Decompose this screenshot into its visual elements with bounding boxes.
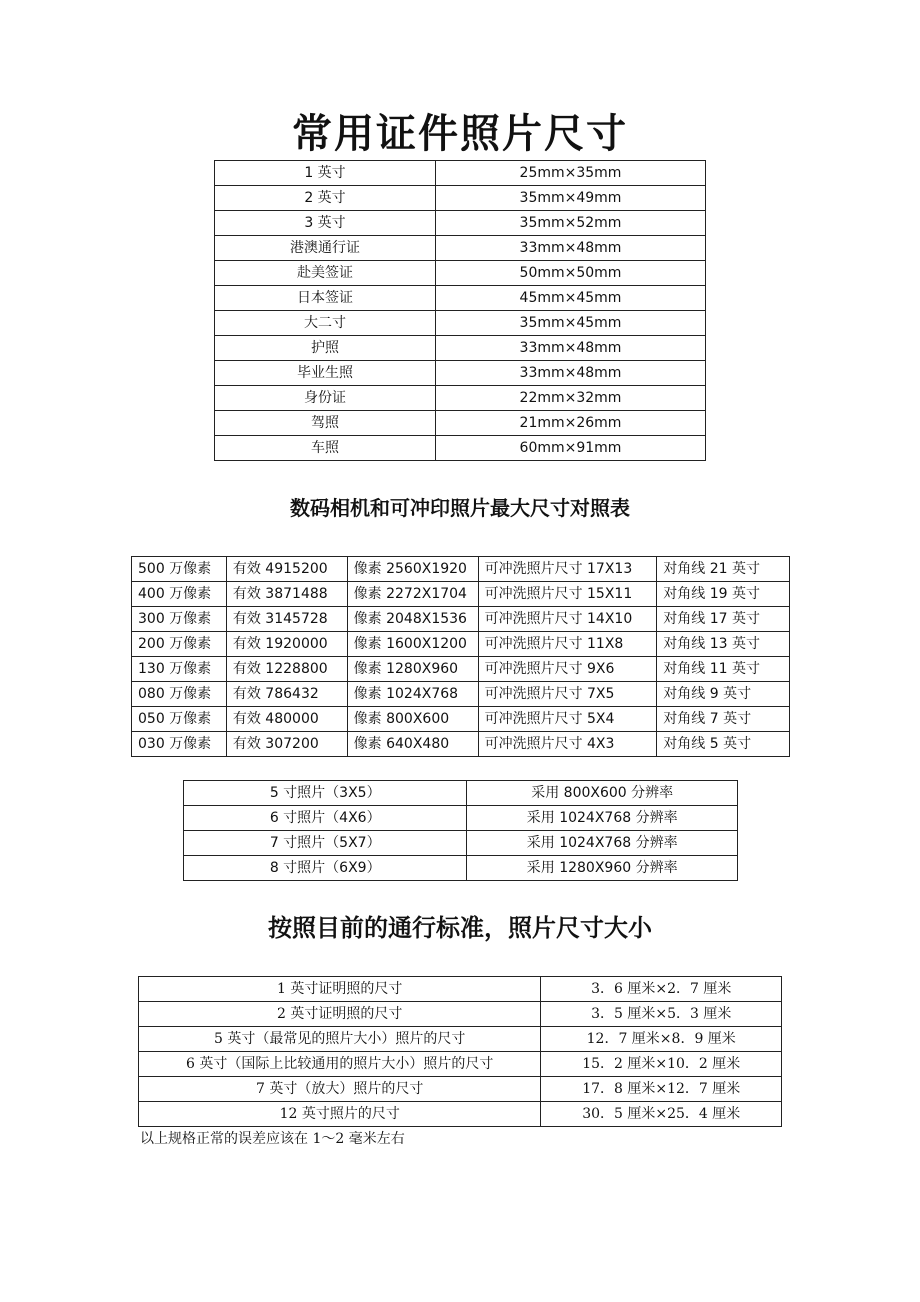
photo-dimension-cell: 15．2 厘米×10．2 厘米 — [541, 1052, 782, 1077]
table-row — [215, 261, 706, 286]
megapixel-cell: 400 万像素 — [132, 582, 227, 607]
table-row — [132, 657, 790, 682]
megapixel-cell: 300 万像素 — [132, 607, 227, 632]
photo-spec-cell: 5 英寸（最常见的照片大小）照片的尺寸 — [139, 1027, 541, 1052]
resolution-cell: 采用 1280X960 分辨率 — [467, 856, 738, 881]
standard-table-title: 按照目前的通行标准，照片尺寸大小 — [268, 913, 652, 942]
photo-type-cell: 大二寸 — [215, 311, 436, 336]
table-row — [139, 1002, 782, 1027]
print-size-cell: 可冲洗照片尺寸 11X8 — [478, 632, 657, 657]
table-row — [132, 732, 790, 757]
id-photo-table — [214, 160, 706, 461]
print-size-cell: 7 寸照片（5X7） — [184, 831, 467, 856]
table-row — [132, 682, 790, 707]
photo-size-cell: 50mm×50mm — [436, 261, 706, 286]
diagonal-cell: 对角线 21 英寸 — [657, 557, 790, 582]
diagonal-cell: 对角线 11 英寸 — [657, 657, 790, 682]
photo-type-cell: 3 英寸 — [215, 211, 436, 236]
effective-pixels-cell: 有效 3145728 — [226, 607, 347, 632]
megapixel-cell: 500 万像素 — [132, 557, 227, 582]
table-row — [215, 236, 706, 261]
table-row — [215, 436, 706, 461]
photo-size-cell: 35mm×45mm — [436, 311, 706, 336]
table-row — [139, 1052, 782, 1077]
resolution-cell: 像素 800X600 — [347, 707, 478, 732]
print-resolution-table — [183, 780, 738, 881]
diagonal-cell: 对角线 7 英寸 — [657, 707, 790, 732]
photo-spec-cell: 2 英寸证明照的尺寸 — [139, 1002, 541, 1027]
photo-dimension-cell: 3．5 厘米×5．3 厘米 — [541, 1002, 782, 1027]
print-size-cell: 可冲洗照片尺寸 14X10 — [478, 607, 657, 632]
effective-pixels-cell: 有效 1920000 — [226, 632, 347, 657]
resolution-cell: 像素 1600X1200 — [347, 632, 478, 657]
print-size-cell: 可冲洗照片尺寸 4X3 — [478, 732, 657, 757]
photo-size-cell: 21mm×26mm — [436, 411, 706, 436]
photo-size-cell: 25mm×35mm — [436, 161, 706, 186]
megapixel-cell: 130 万像素 — [132, 657, 227, 682]
diagonal-cell: 对角线 5 英寸 — [657, 732, 790, 757]
print-size-cell: 可冲洗照片尺寸 15X11 — [478, 582, 657, 607]
resolution-cell: 采用 1024X768 分辨率 — [467, 831, 738, 856]
effective-pixels-cell: 有效 3871488 — [226, 582, 347, 607]
effective-pixels-cell: 有效 480000 — [226, 707, 347, 732]
photo-size-cell: 22mm×32mm — [436, 386, 706, 411]
table-row — [215, 161, 706, 186]
effective-pixels-cell: 有效 307200 — [226, 732, 347, 757]
standard-size-table — [138, 976, 782, 1127]
table-row — [215, 411, 706, 436]
table-row — [132, 607, 790, 632]
table-row — [139, 977, 782, 1002]
table-row — [132, 557, 790, 582]
photo-type-cell: 毕业生照 — [215, 361, 436, 386]
table-row — [184, 781, 738, 806]
megapixel-cell: 080 万像素 — [132, 682, 227, 707]
diagonal-cell: 对角线 13 英寸 — [657, 632, 790, 657]
diagonal-cell: 对角线 9 英寸 — [657, 682, 790, 707]
resolution-cell: 像素 2272X1704 — [347, 582, 478, 607]
effective-pixels-cell: 有效 4915200 — [226, 557, 347, 582]
camera-table-title: 数码相机和可冲印照片最大尺寸对照表 — [290, 496, 630, 520]
table-row — [132, 582, 790, 607]
print-size-cell: 可冲洗照片尺寸 9X6 — [478, 657, 657, 682]
photo-size-cell: 33mm×48mm — [436, 236, 706, 261]
photo-dimension-cell: 12．7 厘米×8．9 厘米 — [541, 1027, 782, 1052]
table-row — [215, 361, 706, 386]
effective-pixels-cell: 有效 1228800 — [226, 657, 347, 682]
photo-size-cell: 35mm×52mm — [436, 211, 706, 236]
table-row — [215, 211, 706, 236]
table-row — [215, 186, 706, 211]
photo-type-cell: 车照 — [215, 436, 436, 461]
table-row — [215, 336, 706, 361]
photo-spec-cell: 6 英寸（国际上比较通用的照片大小）照片的尺寸 — [139, 1052, 541, 1077]
photo-dimension-cell: 30．5 厘米×25．4 厘米 — [541, 1102, 782, 1127]
photo-type-cell: 身份证 — [215, 386, 436, 411]
table-row — [132, 632, 790, 657]
table-row — [215, 311, 706, 336]
table-row — [139, 1077, 782, 1102]
photo-type-cell: 港澳通行证 — [215, 236, 436, 261]
print-size-cell: 8 寸照片（6X9） — [184, 856, 467, 881]
photo-size-cell: 45mm×45mm — [436, 286, 706, 311]
photo-spec-cell: 7 英寸（放大）照片的尺寸 — [139, 1077, 541, 1102]
resolution-cell: 采用 1024X768 分辨率 — [467, 806, 738, 831]
table-row — [132, 707, 790, 732]
resolution-cell: 像素 2560X1920 — [347, 557, 478, 582]
resolution-cell: 像素 1280X960 — [347, 657, 478, 682]
print-size-cell: 可冲洗照片尺寸 17X13 — [478, 557, 657, 582]
photo-size-cell: 33mm×48mm — [436, 361, 706, 386]
table-row — [139, 1102, 782, 1127]
table-row — [184, 831, 738, 856]
photo-size-cell: 33mm×48mm — [436, 336, 706, 361]
table-row — [215, 286, 706, 311]
effective-pixels-cell: 有效 786432 — [226, 682, 347, 707]
photo-dimension-cell: 3．6 厘米×2．7 厘米 — [541, 977, 782, 1002]
table-row — [215, 386, 706, 411]
photo-type-cell: 1 英寸 — [215, 161, 436, 186]
megapixel-cell: 200 万像素 — [132, 632, 227, 657]
megapixel-cell: 030 万像素 — [132, 732, 227, 757]
diagonal-cell: 对角线 17 英寸 — [657, 607, 790, 632]
photo-spec-cell: 12 英寸照片的尺寸 — [139, 1102, 541, 1127]
tolerance-note: 以上规格正常的误差应该在 1～2 毫米左右 — [140, 1131, 405, 1147]
camera-table — [131, 556, 790, 757]
table-row — [184, 806, 738, 831]
photo-size-cell: 35mm×49mm — [436, 186, 706, 211]
table-row — [184, 856, 738, 881]
resolution-cell: 像素 1024X768 — [347, 682, 478, 707]
resolution-cell: 采用 800X600 分辨率 — [467, 781, 738, 806]
diagonal-cell: 对角线 19 英寸 — [657, 582, 790, 607]
page-title: 常用证件照片尺寸 — [292, 110, 628, 157]
photo-type-cell: 驾照 — [215, 411, 436, 436]
resolution-cell: 像素 640X480 — [347, 732, 478, 757]
photo-type-cell: 护照 — [215, 336, 436, 361]
print-size-cell: 6 寸照片（4X6） — [184, 806, 467, 831]
photo-type-cell: 2 英寸 — [215, 186, 436, 211]
photo-spec-cell: 1 英寸证明照的尺寸 — [139, 977, 541, 1002]
print-size-cell: 可冲洗照片尺寸 5X4 — [478, 707, 657, 732]
megapixel-cell: 050 万像素 — [132, 707, 227, 732]
print-size-cell: 5 寸照片（3X5） — [184, 781, 467, 806]
photo-size-cell: 60mm×91mm — [436, 436, 706, 461]
photo-dimension-cell: 17．8 厘米×12．7 厘米 — [541, 1077, 782, 1102]
print-size-cell: 可冲洗照片尺寸 7X5 — [478, 682, 657, 707]
photo-type-cell: 赴美签证 — [215, 261, 436, 286]
resolution-cell: 像素 2048X1536 — [347, 607, 478, 632]
table-row — [139, 1027, 782, 1052]
photo-type-cell: 日本签证 — [215, 286, 436, 311]
